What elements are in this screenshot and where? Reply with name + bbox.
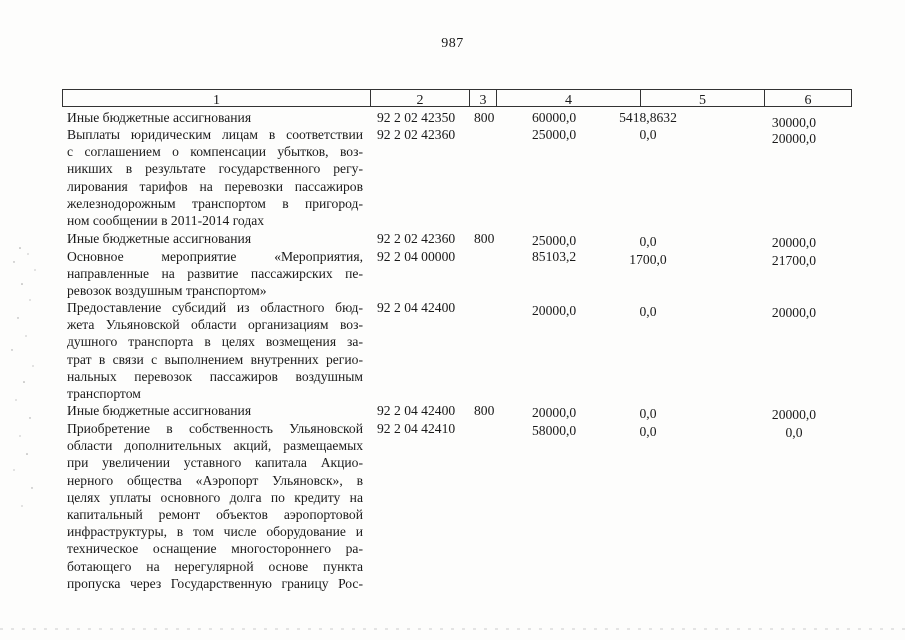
row-name-line: нерного общества «Аэропорт Ульяновск», в <box>67 472 363 488</box>
row-name-line: ревозок воздушным транспортом» <box>67 283 267 299</box>
row-value-6: 21700,0 <box>771 253 817 268</box>
row-code: 92 2 02 42360 <box>377 127 456 142</box>
row-name-line: Выплаты юридическим лицам в соответствии <box>67 127 363 142</box>
row-name-line: трат в связи с выполнением внутренних регио- <box>67 351 363 367</box>
row-value-5: 0,0 <box>639 424 657 439</box>
row-value-4: 25000,0 <box>532 233 577 248</box>
column-header-6: 6 <box>804 93 812 106</box>
row-value-6: 30000,0 <box>771 115 817 130</box>
row-value-6: 20000,0 <box>771 235 817 250</box>
row-value-5: 1700,0 <box>629 252 667 267</box>
row-value-4: 60000,0 <box>532 110 577 125</box>
row-name-line: с соглашением о компенсации убытков, воз- <box>67 144 363 160</box>
column-header-5: 5 <box>641 90 765 106</box>
row-code: 92 2 04 42410 <box>377 421 456 436</box>
row-code: 92 2 02 42360 <box>377 231 456 246</box>
row-name-line: жета Ульяновской области организациям воз- <box>67 317 363 333</box>
column-header-1: 1 <box>63 90 371 106</box>
row-value-5: 0,0 <box>639 406 657 421</box>
row-value-5: 0,0 <box>639 234 657 249</box>
row-name <box>67 126 363 229</box>
row-value-6: 0,0 <box>785 425 803 440</box>
row-code: 92 2 04 42400 <box>377 300 456 315</box>
row-code: 92 2 02 42350 <box>377 110 456 125</box>
row-name-line: ботающего на нерегулярной основе пункта <box>67 558 363 574</box>
row-name-line: Иные бюджетные ассигнования <box>67 403 252 418</box>
row-name <box>67 299 363 402</box>
column-header-2: 2 <box>371 90 470 106</box>
table-header <box>62 89 852 107</box>
row-code: 92 2 04 00000 <box>377 249 456 264</box>
row-name-line: Предоставление субсидий из областного бюд- <box>67 300 363 315</box>
row-value-4: 20000,0 <box>532 303 577 318</box>
row-value-6: 20000,0 <box>771 305 817 320</box>
row-vr: 800 <box>474 403 495 418</box>
row-name-line: инфраструктуры, в том числе оборудование и <box>67 524 363 540</box>
row-name-line: лирования тарифов на перевозки пассажиров <box>67 178 363 194</box>
row-name-line: капитальный ремонт объектов аэропортовой <box>67 507 363 523</box>
column-header-4: 4 <box>497 90 641 106</box>
row-code: 92 2 04 42400 <box>377 403 456 418</box>
row-name <box>67 402 363 419</box>
page-number: 987 <box>441 36 464 51</box>
row-value-4: 20000,0 <box>532 405 577 420</box>
column-header-3: 3 <box>470 90 497 106</box>
row-name-line: области дополнительных акций, размещаемых <box>67 438 363 454</box>
row-value-4: 58000,0 <box>532 423 577 438</box>
row-name-line: ном сообщении в 2011-2014 годах <box>67 213 265 229</box>
row-name-line: Иные бюджетные ассигнования <box>67 110 252 125</box>
row-vr: 800 <box>474 231 495 246</box>
row-name-line: нальных перевозок пассажиров воздушным <box>67 368 363 384</box>
row-vr: 800 <box>474 110 495 125</box>
scan-specks <box>0 240 60 540</box>
scan-edge <box>0 628 905 630</box>
row-name <box>67 109 363 126</box>
row-value-5: 5418,8632 <box>619 110 677 125</box>
row-name-line: транспортом <box>67 386 141 402</box>
row-name-line: пропуска через Государственную границу Рос- <box>67 575 363 591</box>
row-value-5: 0,0 <box>639 304 657 319</box>
row-name-line: техническое оснащение многостороннего ра- <box>67 541 363 557</box>
row-name <box>67 420 363 592</box>
row-name-line: Основное мероприятие «Мероприятия, <box>67 249 363 264</box>
row-name-line: Иные бюджетные ассигнования <box>67 231 252 246</box>
row-value-5: 0,0 <box>639 127 657 142</box>
row-name-line: никших в результате государственного регу- <box>67 161 363 177</box>
row-name-line: Приобретение в собственность Ульяновской <box>67 421 363 436</box>
row-value-4: 85103,2 <box>532 249 577 264</box>
row-name-line: целях уплаты основного долга по кредиту на <box>67 489 363 505</box>
row-value-6: 20000,0 <box>771 407 817 422</box>
row-name-line: при увеличении уставного капитала Акцио- <box>67 455 363 471</box>
row-name-line: душного транспорта в целях возмещения за- <box>67 334 363 350</box>
row-value-6: 20000,0 <box>771 131 817 146</box>
row-name <box>67 230 363 247</box>
row-name <box>67 248 363 300</box>
row-name-line: железнодорожным транспортом в пригород- <box>67 195 363 211</box>
row-name-line: направленные на развитие пассажирских пе- <box>67 266 363 282</box>
row-value-4: 25000,0 <box>532 127 577 142</box>
